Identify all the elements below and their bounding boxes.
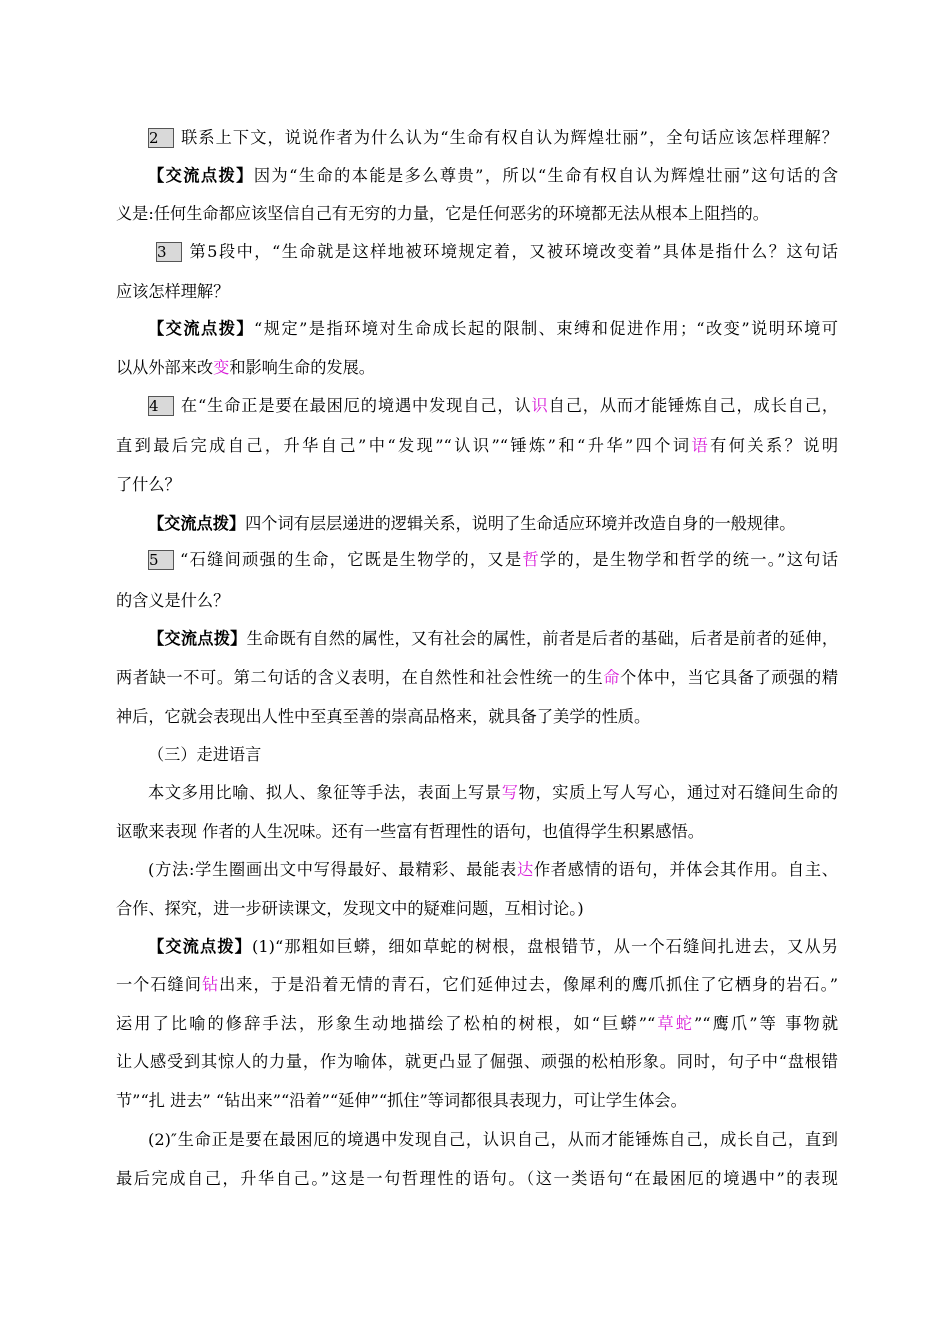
answer-5-line-1: 【交流点拨】生命既有自然的属性，又有社会的属性，前者是后者的基础，后者是前者的延伸， <box>148 629 838 648</box>
highlight-char: 识 <box>531 396 549 415</box>
highlight-char: 命 <box>603 668 621 687</box>
answer-6-line-4: 让人感受到其惊人的力量，作为喻体，就更凸显了倔强、顽强的松柏形象。同时，句子中“盘根错 <box>116 1052 838 1071</box>
question-4-line-3: 了什么？ <box>116 475 181 494</box>
question-5-line-2: 的含义是什么？ <box>116 591 230 610</box>
answer-6-line-3: 运用了比喻的修辞手法，形象生动地描绘了松柏的树根，如“巨蟒”“草蛇”“鹰爪”等 事物就 <box>116 1014 839 1033</box>
question-4-line-2: 直到最后完成自己，升华自己”中“发现”“认识”“锤炼”和“升华”四个词语有何关系？说明 <box>116 436 839 455</box>
question-number: 5 <box>148 550 174 570</box>
section-para-2-line-2: 合作、探究，进一步研读课文，发现文中的疑难问题，互相讨论。) <box>116 899 584 918</box>
answer-4: 【交流点拨】四个词有层层递进的逻辑关系，说明了生命适应环境并改造自身的一般规律。 <box>148 514 796 533</box>
answer-tag: 【交流点拨】 <box>148 629 247 648</box>
answer-tag: 【交流点拨】 <box>148 319 255 338</box>
highlight-char: 哲 <box>522 550 540 569</box>
question-3: 3 第5段中，“生命就是这样地被环境规定着，又被环境改变着”具体是指什么？这句话 <box>157 242 838 261</box>
section-heading: （三）走进语言 <box>148 745 262 764</box>
question-number: 2 <box>148 128 174 148</box>
answer-2-line-1: 【交流点拨】因为“生命的本能是多么尊贵”，所以“生命有权自认为辉煌壮丽”这句话的含 <box>148 166 839 185</box>
para-7-line-2: 最后完成自己，升华自己。”这是一句哲理性的语句。（这一类语句“在最困厄的境遇中”的表现 <box>116 1169 838 1188</box>
answer-6-line-1: 【交流点拨】(1)“那粗如巨蟒，细如草蛇的树根，盘根错节，从一个石缝间扎进去，又从另 <box>148 937 839 956</box>
section-para-2-line-1: (方法:学生圈画出文中写得最好、最精彩、最能表达作者感情的语句，并体会其作用。自主、 <box>148 860 838 879</box>
question-5: 5 “石缝间顽强的生命，它既是生物学的，又是哲学的，是生物学和哲学的统一。”这句话 <box>149 550 838 569</box>
highlight-char: 达 <box>516 860 534 879</box>
answer-6-line-5: 节”“扎 进去” “钻出来”“沿着”“延伸”“抓住”等词都很具表现力，可让学生体会。 <box>116 1091 687 1110</box>
question-number: 4 <box>148 396 174 416</box>
answer-5-line-3: 神后，它就会表现出人性中至真至善的崇高品格来，就具备了美学的性质。 <box>116 707 651 726</box>
question-3-line-2: 应该怎样理解？ <box>116 282 230 301</box>
question-number: 3 <box>156 242 182 262</box>
highlight-char: 语 <box>691 436 711 455</box>
answer-tag: 【交流点拨】 <box>148 166 254 185</box>
para-7-line-1: (2)″生命正是要在最困厄的境遇中发现自己，认识自己，从而才能锤炼自己，成长自己，直到 <box>148 1130 838 1149</box>
answer-6-line-2: 一个石缝间钻出来，于是沿着无情的青石，它们延伸过去，像犀利的鹰爪抓住了它栖身的岩石。” <box>116 975 838 994</box>
answer-3-line-1: 【交流点拨】“规定”是指环境对生命成长起的限制、束缚和促进作用；“改变”说明环境可 <box>148 319 838 338</box>
answer-tag: 【交流点拨】 <box>148 514 246 533</box>
answer-2-line-2: 义是:任何生命都应该坚信自己有无穷的力量，它是任何恶劣的环境都无法从根本上阻挡的。 <box>116 204 769 223</box>
answer-tag: 【交流点拨】 <box>148 937 253 956</box>
highlight-char: 写 <box>501 783 519 802</box>
question-4: 4 在“生命正是要在最困厄的境遇中发现自己，认识自己，从而才能锤炼自己，成长自己， <box>149 396 839 415</box>
answer-5-line-2: 两者缺一不可。第二句话的含义表明，在自然性和社会性统一的生命个体中，当它具备了顽强的精 <box>116 668 839 687</box>
highlight-word: 草蛇 <box>655 1014 695 1033</box>
section-para-1-line-2: 讴歌来表现 作者的人生况味。还有一些富有哲理性的语句，也值得学生积累感悟。 <box>116 822 704 841</box>
section-para-1-line-1: 本文多用比喻、拟人、象征等手法，表面上写景写物，实质上写人写心，通过对石缝间生命的 <box>148 783 839 802</box>
question-2: 2 联系上下文，说说作者为什么认为“生命有权自认为辉煌壮丽”，全句话应该怎样理解？ <box>149 128 838 147</box>
answer-3-line-2: 以从外部来改变和影响生命的发展。 <box>116 358 375 377</box>
highlight-char: 变 <box>213 358 230 377</box>
highlight-char: 钻 <box>201 975 220 994</box>
